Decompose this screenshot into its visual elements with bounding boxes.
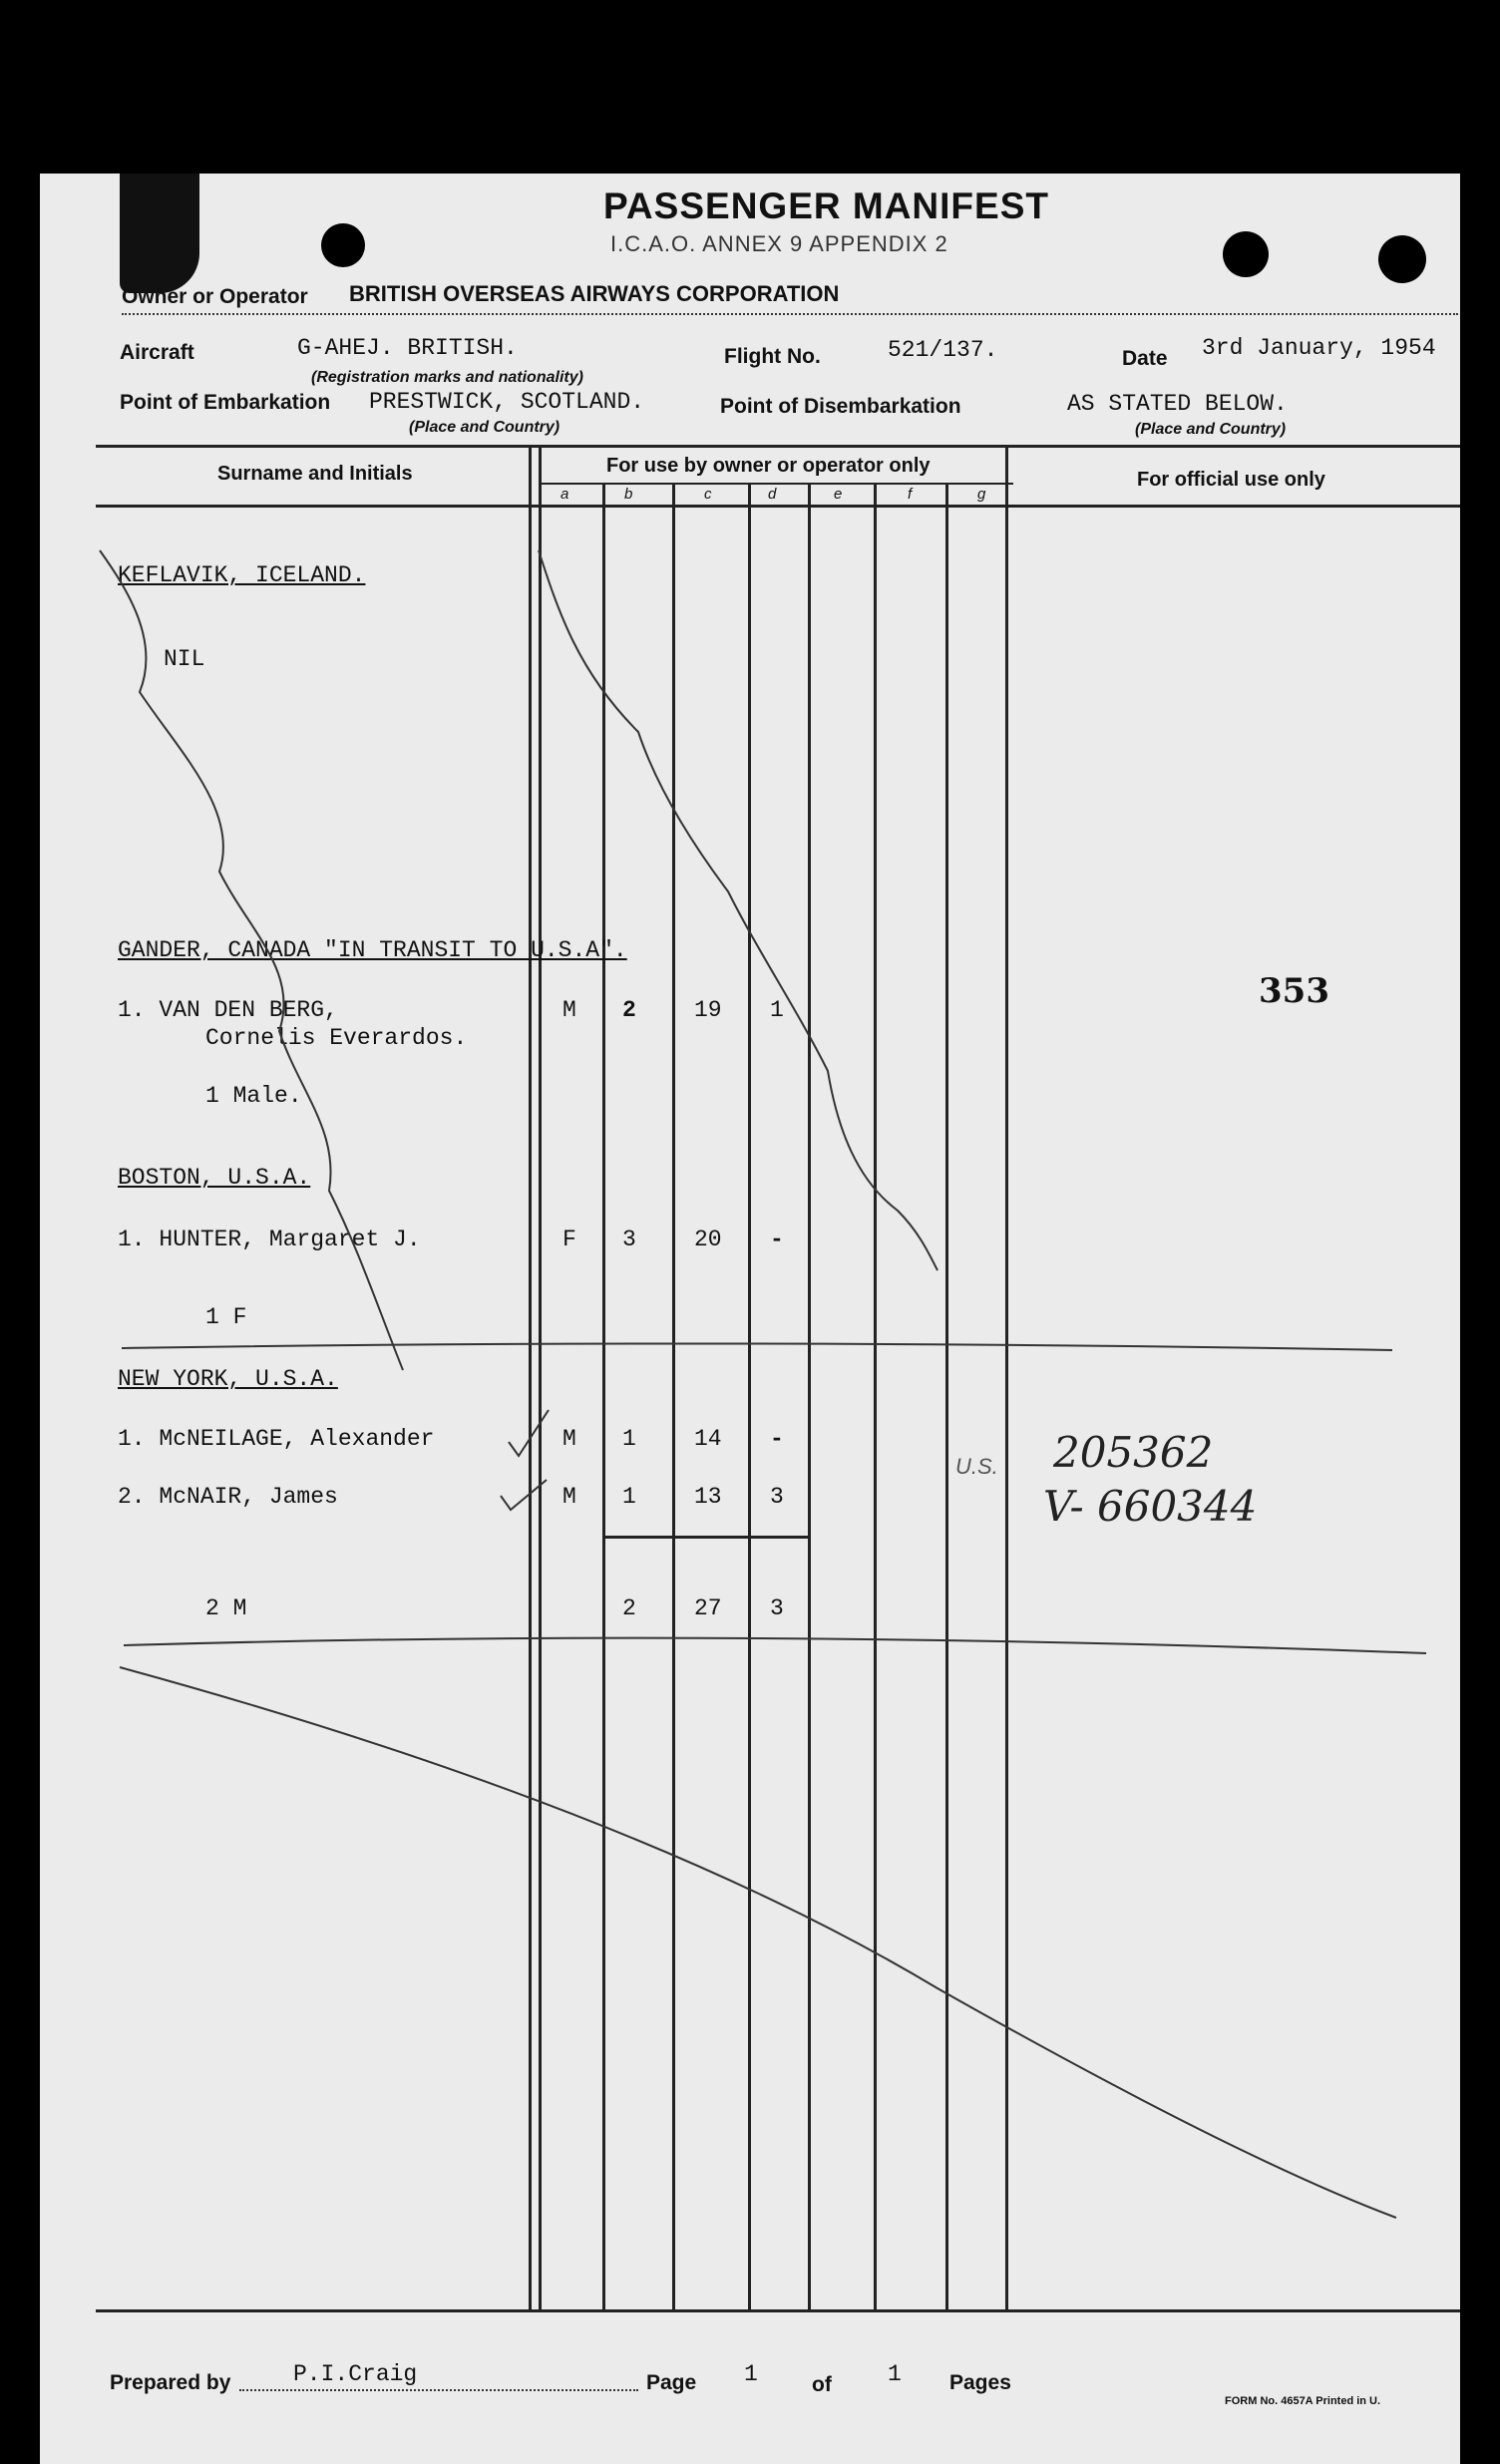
page-subtitle: I.C.A.O. ANNEX 9 APPENDIX 2 bbox=[610, 231, 948, 256]
keflavik-nil: NIL bbox=[164, 646, 205, 672]
cell-b: 1 bbox=[622, 1484, 636, 1510]
subcol-b: b bbox=[624, 486, 633, 503]
page-title: PASSENGER MANIFEST bbox=[603, 185, 1049, 226]
strike-line-left bbox=[100, 550, 403, 1370]
cell-c: 19 bbox=[694, 997, 722, 1023]
col-surname-header: Surname and Initials bbox=[217, 463, 413, 485]
col-official-header: For official use only bbox=[1137, 469, 1325, 491]
disembarkation-note: (Place and Country) bbox=[1135, 421, 1287, 438]
strike-lines-overlay bbox=[40, 174, 1460, 2464]
cell-d: 1 bbox=[770, 997, 784, 1023]
section-divider-1 bbox=[122, 1343, 1392, 1350]
passenger-van-den-berg-given: Cornelis Everardos. bbox=[205, 1025, 468, 1051]
flight-label: Flight No. bbox=[724, 345, 821, 368]
passenger-mcneilage: 1. McNEILAGE, Alexander bbox=[118, 1426, 435, 1452]
prepared-by-value: P.I.Craig bbox=[293, 2361, 418, 2387]
cell-d: - bbox=[770, 1227, 784, 1252]
section-keflavik: KEFLAVIK, ICELAND. bbox=[118, 562, 366, 588]
cell-b: 1 bbox=[622, 1426, 636, 1452]
manifest-page bbox=[40, 174, 1460, 2464]
cell-c: 20 bbox=[694, 1227, 722, 1252]
cell-a: M bbox=[562, 1426, 576, 1452]
cell-b: 3 bbox=[622, 1227, 636, 1252]
subcol-e: e bbox=[834, 486, 843, 503]
checkmark-1 bbox=[509, 1410, 549, 1456]
passenger-hunter: 1. HUNTER, Margaret J. bbox=[118, 1227, 421, 1252]
flight-value: 521/137. bbox=[888, 337, 998, 363]
prepared-by-label: Prepared by bbox=[110, 2371, 231, 2394]
official-handwritten-2: V- 660344 bbox=[1043, 1482, 1258, 1531]
cell-c: 14 bbox=[694, 1426, 722, 1452]
date-value: 3rd January, 1954 bbox=[1202, 335, 1436, 361]
embarkation-note: (Place and Country) bbox=[409, 419, 561, 436]
new-york-total: 2 M bbox=[205, 1595, 247, 1621]
owner-value: BRITISH OVERSEAS AIRWAYS CORPORATION bbox=[349, 281, 840, 306]
cell-d: 3 bbox=[770, 1484, 784, 1510]
cell-a: M bbox=[562, 997, 576, 1023]
boston-total: 1 F bbox=[205, 1304, 247, 1330]
form-number: FORM No. 4657A Printed in U. bbox=[1225, 2395, 1381, 2407]
us-mark: U.S. bbox=[955, 1454, 998, 1479]
strike-line-middle bbox=[539, 550, 938, 1270]
cell-a: M bbox=[562, 1484, 576, 1510]
aircraft-value: G-AHEJ. BRITISH. bbox=[297, 335, 518, 361]
date-label: Date bbox=[1122, 347, 1168, 370]
passenger-van-den-berg: 1. VAN DEN BERG, bbox=[118, 997, 338, 1023]
prepared-by-dots bbox=[239, 2389, 638, 2391]
page-label: Page bbox=[646, 2371, 697, 2394]
strike-line-diagonal bbox=[120, 1667, 1396, 2218]
cell-a: F bbox=[562, 1227, 576, 1252]
section-new-york: NEW YORK, U.S.A. bbox=[118, 1366, 338, 1392]
page-value: 1 bbox=[744, 2361, 758, 2387]
total-c: 27 bbox=[694, 1595, 722, 1621]
cell-b: 2 bbox=[622, 997, 636, 1023]
section-divider-2 bbox=[124, 1638, 1426, 1653]
disembarkation-label: Point of Disembarkation bbox=[720, 395, 961, 418]
subcol-c: c bbox=[704, 486, 712, 503]
embarkation-value: PRESTWICK, SCOTLAND. bbox=[369, 389, 645, 415]
of-label: of bbox=[812, 2373, 832, 2396]
cell-d: - bbox=[770, 1426, 784, 1452]
subcol-d: d bbox=[768, 486, 777, 503]
embarkation-label: Point of Embarkation bbox=[120, 391, 331, 414]
subcol-a: a bbox=[561, 486, 569, 503]
section-gander: GANDER, CANADA "IN TRANSIT TO U.S.A". bbox=[118, 937, 627, 963]
checkmark-2 bbox=[501, 1480, 547, 1510]
total-d: 3 bbox=[770, 1595, 784, 1621]
of-value: 1 bbox=[888, 2361, 902, 2387]
official-number: 353 bbox=[1259, 971, 1329, 1011]
footer-rule bbox=[96, 2309, 1460, 2312]
gander-total: 1 Male. bbox=[205, 1083, 302, 1109]
subcol-g: g bbox=[977, 486, 986, 503]
cell-c: 13 bbox=[694, 1484, 722, 1510]
owner-label: Owner or Operator bbox=[122, 285, 308, 308]
subcol-f: f bbox=[908, 486, 913, 503]
disembarkation-value: AS STATED BELOW. bbox=[1067, 391, 1288, 417]
passenger-mcnair: 2. McNAIR, James bbox=[118, 1484, 338, 1510]
official-handwritten-1: 205362 bbox=[1053, 1428, 1214, 1477]
section-boston: BOSTON, U.S.A. bbox=[118, 1165, 311, 1191]
total-b: 2 bbox=[622, 1595, 636, 1621]
col-owner-use-header: For use by owner or operator only bbox=[606, 455, 931, 477]
aircraft-note: (Registration marks and nationality) bbox=[311, 369, 583, 386]
aircraft-label: Aircraft bbox=[120, 341, 194, 364]
pages-label: Pages bbox=[949, 2371, 1011, 2394]
